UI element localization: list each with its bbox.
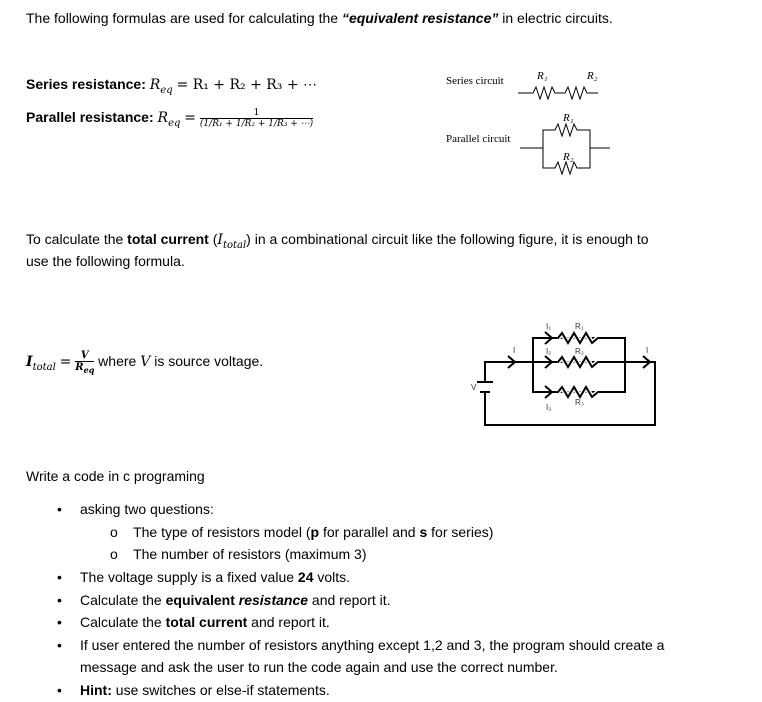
bullet-current: • Calculate the total current and report it. — [57, 614, 330, 630]
total-current-text: To calculate the total current $(I_{total})$ in a combinational circuit like the following figure, it is enough to — [26, 231, 649, 251]
bullet-voltage: • The voltage supply is a fixed value 24 volts. — [57, 569, 350, 585]
svg-text:V: V — [471, 383, 477, 392]
svg-text:R₂: R₂ — [563, 151, 574, 163]
bullet-validation-2: message and ask the user to run the code again and use the correct number. — [80, 659, 558, 675]
combination-circuit-diagram — [460, 315, 680, 430]
svg-text:R₁: R₁ — [563, 112, 574, 124]
svg-text:I₂: I₂ — [546, 347, 552, 356]
bullet-hint: • Hint: use switches or else-if statements. — [57, 682, 330, 698]
small-circuit-diagram — [515, 60, 635, 190]
svg-text:I: I — [513, 346, 516, 355]
sub-bullet-number: o The number of resistors (maximum 3) — [110, 546, 367, 562]
resistors — [558, 333, 598, 397]
svg-text:I: I — [646, 346, 649, 355]
svg-text:R₁: R₁ — [537, 70, 548, 82]
svg-text:I₃: I₃ — [546, 403, 552, 412]
parallel-circuit-label: Parallel circuit — [446, 133, 511, 145]
series-resistors — [518, 87, 598, 99]
svg-text:I₁: I₁ — [546, 322, 551, 331]
task-heading: Write a code in c programing — [26, 468, 205, 484]
series-circuit-label: Series circuit — [446, 75, 504, 87]
intro-text: The following formulas are used for calculating the “equivalent resistance” in electric circuits. — [26, 10, 613, 26]
total-current-text-2: use the following formula. — [26, 253, 185, 269]
parallel-formula: Parallel resistance: $R_{eq}$ = $\frac{1}{\text{(1/R₁ + 1/R₂ + 1/R₃ + ⋯)}}$ — [26, 108, 314, 129]
sub-bullet-type: o The type of resistors model (p for parallel and s for series) — [110, 524, 494, 540]
current-formula: $I_{total}$ = $\frac{V}{R_{eq}}$ where V is source voltage. — [26, 350, 264, 375]
bullet-resistance: • Calculate the equivalent resistance and report it. — [57, 592, 391, 608]
series-formula: Series resistance: $R_{eq} = R_1 + R_2 + R_3$ + ⋯ — [26, 76, 318, 96]
svg-text:R₂: R₂ — [587, 70, 598, 82]
svg-text:R₂: R₂ — [575, 347, 584, 356]
bullet-questions: • asking two questions: — [57, 501, 214, 517]
parallel-circuit — [520, 124, 610, 148]
svg-text:R₁: R₁ — [575, 322, 584, 331]
svg-text:R₃: R₃ — [575, 398, 585, 407]
bullet-validation: • If user entered the number of resistors anything except 1,2 and 3, the program should create a — [57, 637, 664, 653]
